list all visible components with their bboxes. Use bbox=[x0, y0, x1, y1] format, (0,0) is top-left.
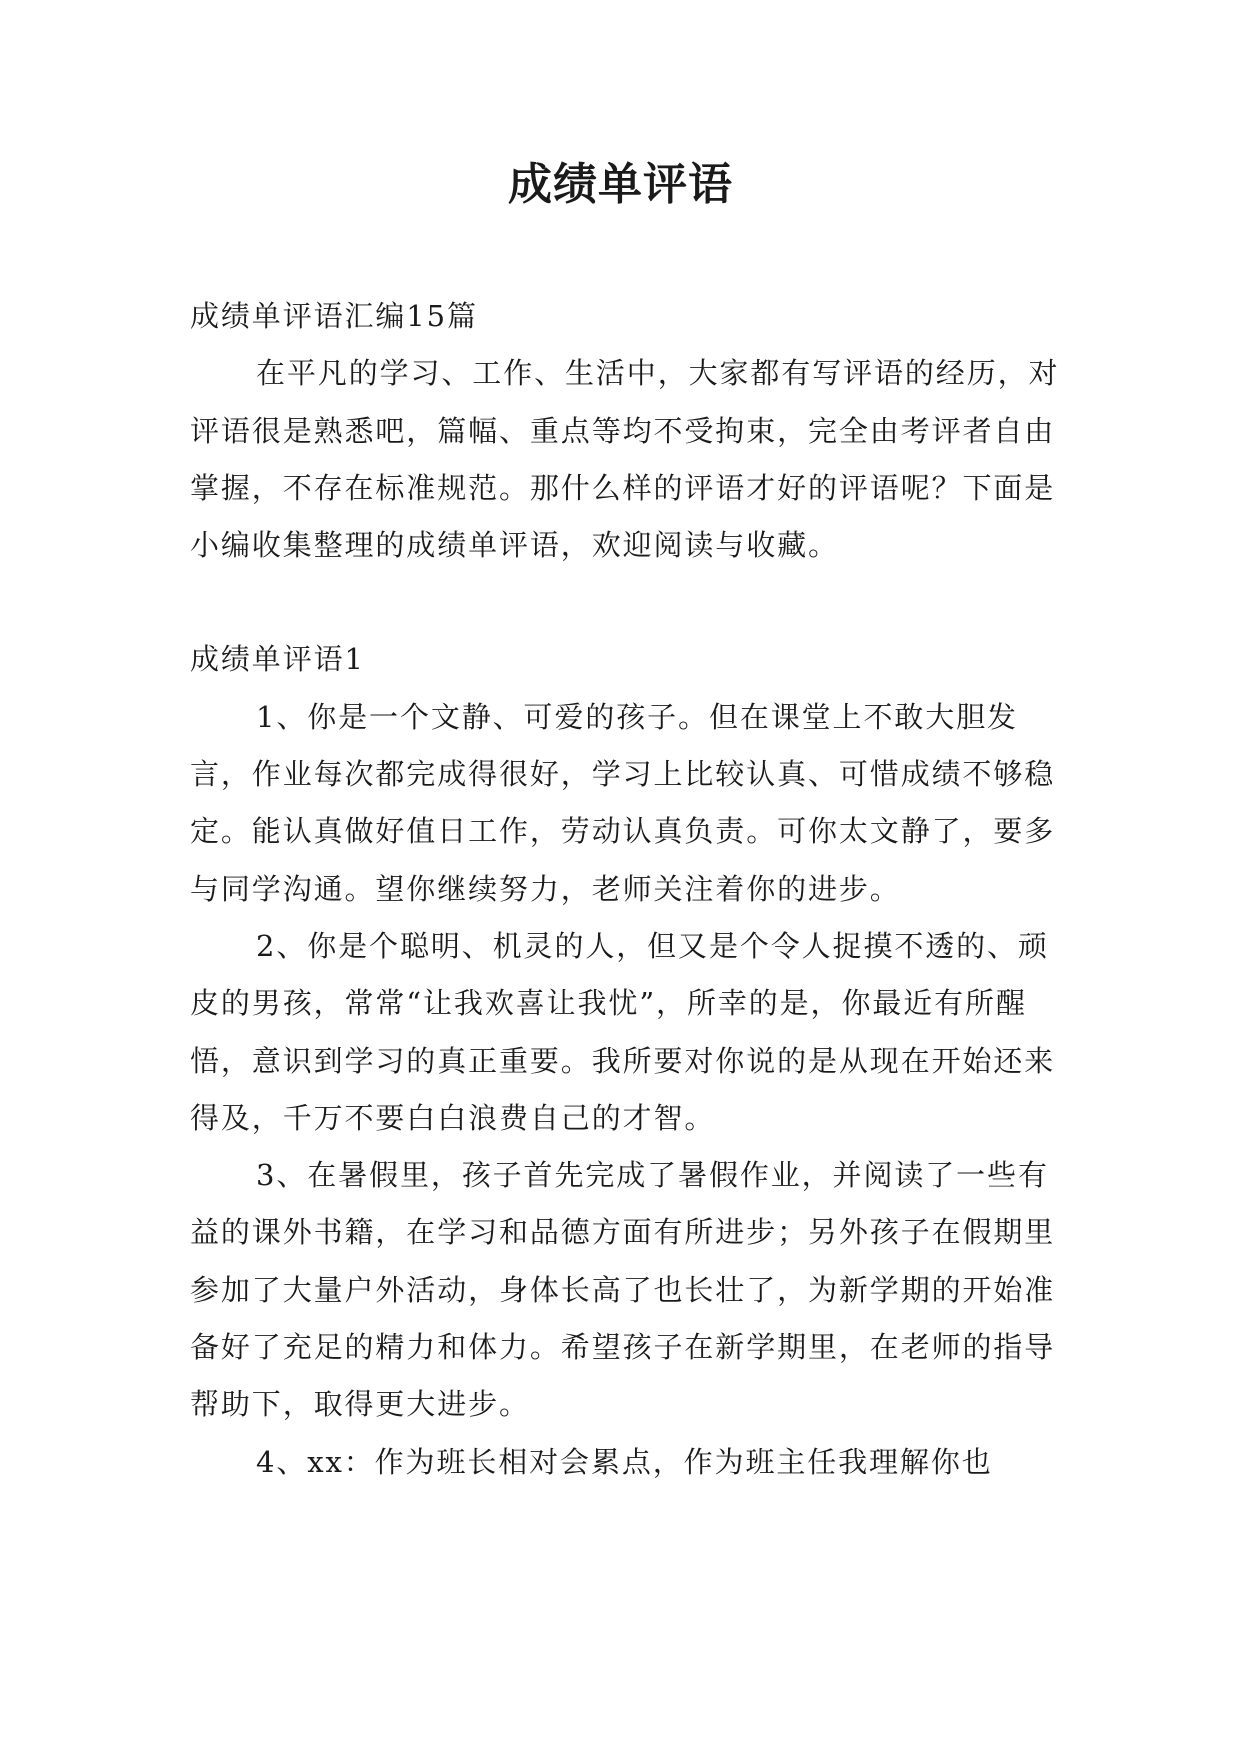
paragraph-spacer bbox=[190, 574, 1062, 631]
document-body bbox=[190, 288, 1062, 1491]
intro-paragraph: 在平凡的学习、工作、生活中，大家都有写评语的经历，对评语很是熟悉吧，篇幅、重点等均不受拘束，完全由考评者自由掌握，不存在标准规范。那什么样的评语才好的评语呢？下面是小编收集整理的成绩单评语，欢迎阅读与收藏。 bbox=[190, 356, 1060, 563]
comment-paragraph-4: 4、xx：作为班长相对会累点，作为班主任我理解你也 bbox=[256, 1444, 993, 1479]
comment-paragraph-3: 3、在暑假里，孩子首先完成了暑假作业，并阅读了一些有益的课外书籍，在学习和品德方面有所进步；另外孩子在假期里参加了大量户外活动，身体长高了也长壮了，为新学期的开始准备好了充足的精力和体力。希望孩子在新学期里，在老师的指导帮助下，取得更大进步。 bbox=[190, 1158, 1056, 1422]
document-subtitle: 成绩单评语汇编15篇 bbox=[190, 299, 478, 333]
comment-paragraph-1: 1、你是一个文静、可爱的孩子。但在课堂上不敢大胆发言，作业每次都完成得很好，学习上比较认真、可惜成绩不够稳定。能认真做好值日工作，劳动认真负责。可你太文静了，要多与同学沟通。望你继续努力，老师关注着你的进步。 bbox=[190, 699, 1056, 906]
section-heading: 成绩单评语1 bbox=[190, 642, 365, 677]
comment-paragraph-2: 2、你是个聪明、机灵的人，但又是个令人捉摸不透的、顽皮的男孩，常常“让我欢喜让我忧”，所幸的是，你最近有所醒悟，意识到学习的真正重要。我所要对你说的是从现在开始还来得及，千万不要白白浪费自己的才智。 bbox=[190, 928, 1056, 1135]
document-title: 成绩单评语 bbox=[508, 159, 733, 210]
